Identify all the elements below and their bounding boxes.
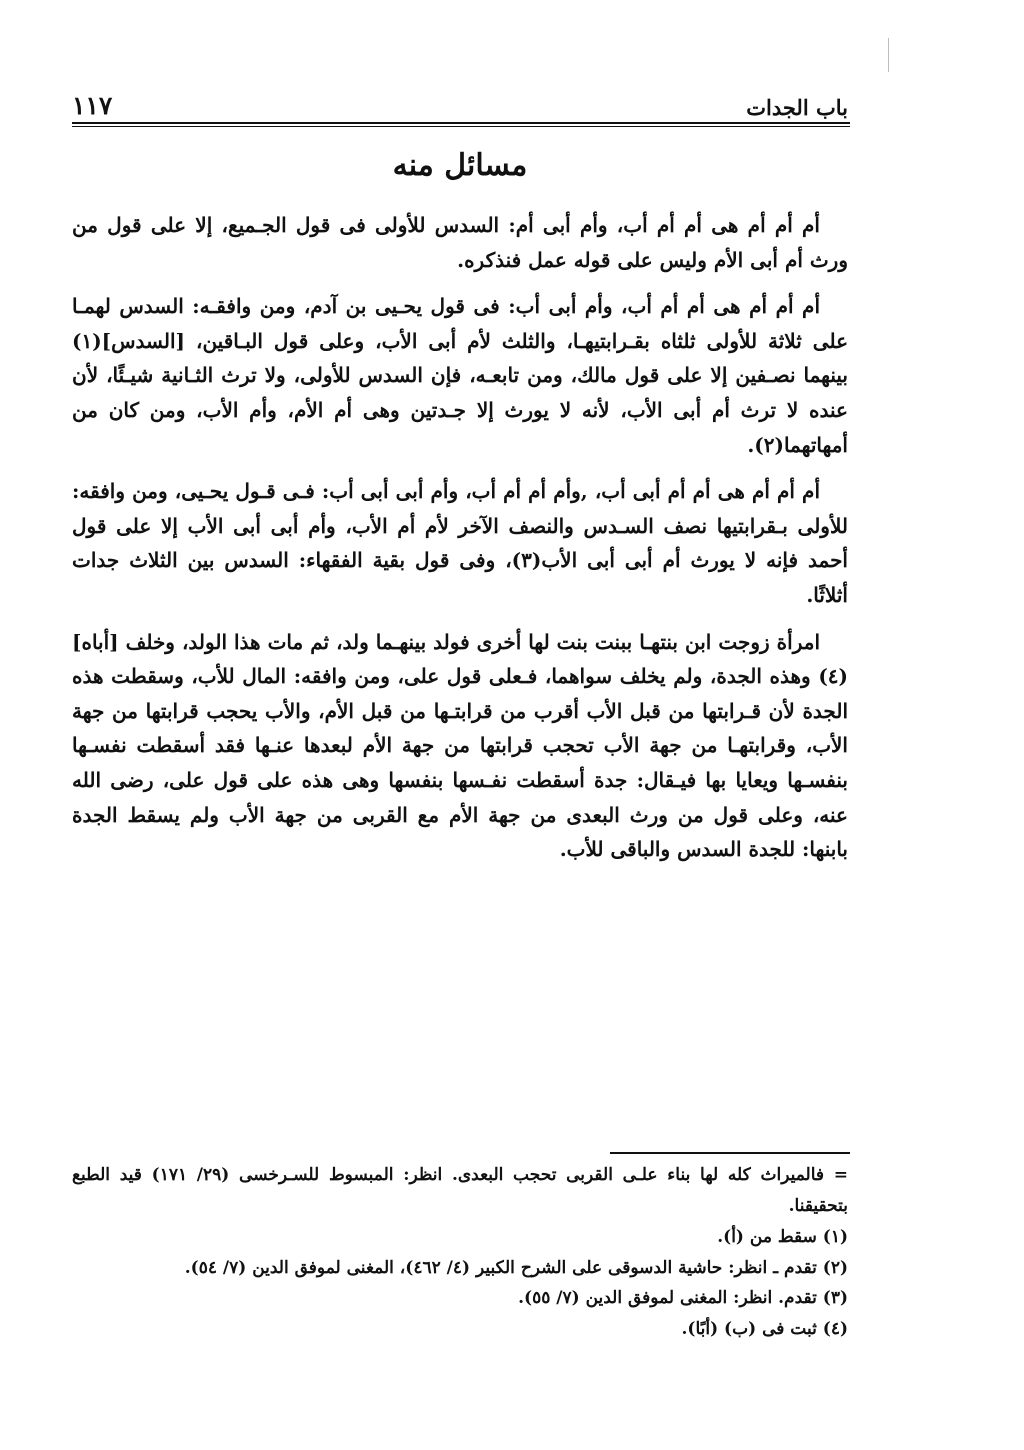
footnotes: [72, 1160, 848, 1344]
footnote-rule: [610, 1152, 850, 1154]
footnote-4: (٤) ثبت فى (ب) (أبًا).: [681, 1318, 848, 1339]
running-header: [72, 80, 848, 118]
paragraph: امرأة زوجت ابن بنتهـا ببنت بنت لها أخرى فولد بينهـما ولد، ثم مات هذا الولد، وخلف [أباه](٤) وهذه الجدة، ولم يخلف سواهما، فـعلى قول على، ومن وافقه: المال للأب، وسقطت هذه الجدة لأن قـرابتها من قبل الأب أقرب من قرابتـها من قبل الأم، والأب يحجب قرابتها من جهة الأب، وقرابتهـا من جهة الأب تحجب قرابتها من جهة الأم لبعدها عنـها فقد أسقطت نفسـها بنفسـها ويعايا بها فيـقال: جدة أسقطت نفـسها بنفسها وهى هذه على قول على، رضى الله عنه، وعلى قول من ورث البعدى من جهة الأم مع القربى من جهة الأب ولم يسقط الجدة بابنها: للجدة السدس والباقى للأب.: [72, 629, 848, 862]
paragraph: أم أم أم هى أم أم أبى أب، ,وأم أم أم أب، وأم أبى أبى أب: فـى قـول يحـيى، ومن وافقه: للأولى بـقرابتيها نصف السـدس والنصف الآخر لأم أم الأب، وأم أبى أبى الأب إلا على قول أحمد فإنه لا يورث أم أبى أبى الأب(٣)، وفى قول بقية الفقهاء: السدس بين الثلاث جدات أثلاثًا.: [72, 479, 848, 607]
paragraph: أم أم أم هى أم أم أب، وأم أبى أب: فى قول يحـيى بن آدم، ومن وافقـه: السدس لهمـا على ثلاثة للأولى ثلثاه بقـرابتيهـا، والثلث لأم أبى الأب، وعلى قول البـاقين، [السدس](١) بينهما نصـفين إلا على قول مالك، ومن تابعـه، فإن السدس للأولى، ولا ترث الثـانية شيـئًا، لأن عنده لا ترث أم أبى الأب، لأنه لا يورث إلا جـدتين وهى أم الأم، وأم الأب، ومن كان من أمهاتهما(٢).: [72, 294, 848, 457]
page-number: ١١٧: [72, 91, 113, 120]
scan-edge-mark: [888, 38, 889, 72]
footnote-1: (١) سقط من (أ).: [717, 1227, 848, 1247]
footnote-3: (٣) تقدم. انظر: المغنى لموفق الدين (٧/ ٥٥).: [518, 1288, 848, 1308]
footnote-continuation: = فالميراث كله لها بناء علـى القربى تحجب البعدى. انظر: المبسوط للسـرخسى (٢٩/ ١٧١) قيد الطبع بتحقيقنا.: [72, 1165, 848, 1216]
paragraph: أم أم أم هى أم أم أب، وأم أبى أم: السدس للأولى فى قول الجـميع، إلا على قول من ورث أم أبى الأم وليس على قوله عمل فنذكره.: [72, 213, 848, 272]
section-heading: مسائل منه: [392, 148, 528, 183]
footnote-2: (٢) تقدم ـ انظر: حاشية الدسوقى على الشرح الكبير (٤/ ٤٦٢)، المغنى لموفق الدين (٧/ ٥٤).: [184, 1257, 848, 1278]
body-text: [72, 208, 848, 879]
chapter-title: باب الجدات: [746, 95, 848, 120]
header-rule: [72, 122, 850, 127]
